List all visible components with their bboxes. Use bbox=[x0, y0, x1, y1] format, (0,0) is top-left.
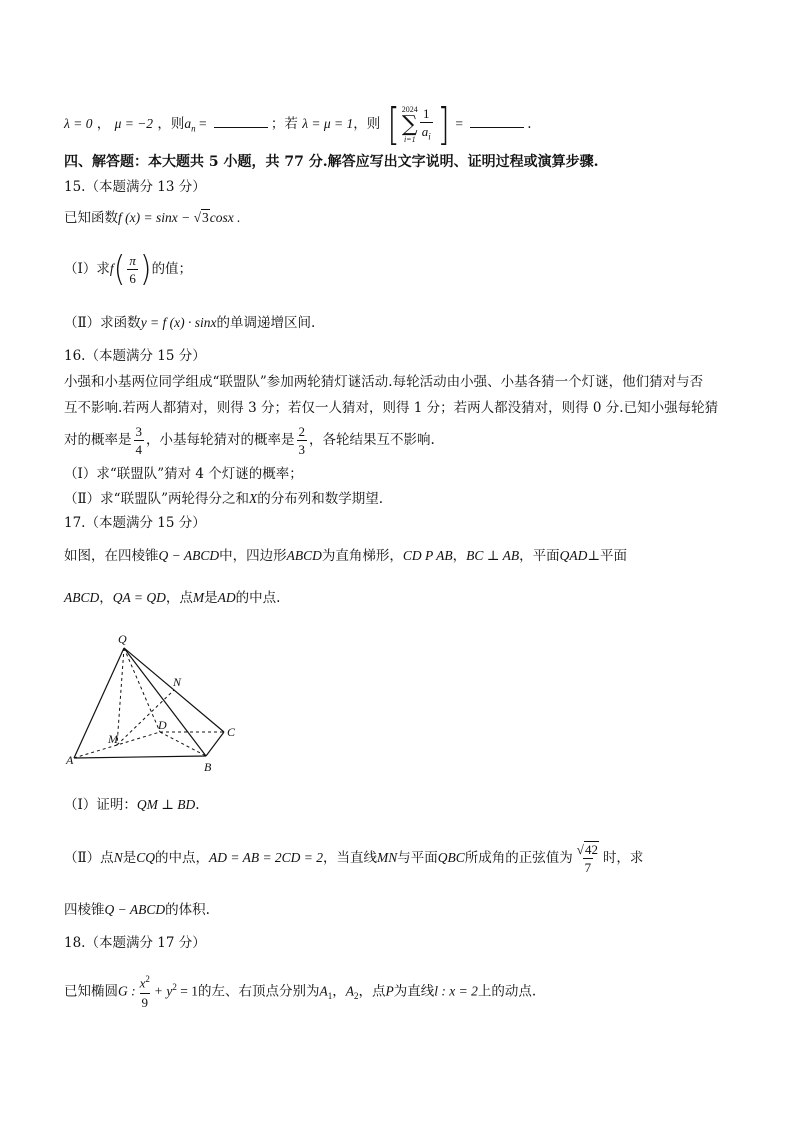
q15-part1: （Ⅰ）求f( $\frac{\pi}{6}$ )的值； bbox=[64, 248, 193, 290]
q18-line1: 已知椭圆G : $\frac{x^2}{9}$ + $y^2 = 1$的左、右顶点分别为$A_1$，$A_2$，点P为直线l : x = 2上的动点. bbox=[64, 974, 537, 1010]
q17-part1: （Ⅰ）证明：QM ⊥ BD. bbox=[64, 797, 200, 813]
fraction-x2-over-9: $\frac{x^2}{9}$ bbox=[139, 974, 150, 1010]
label-C: C bbox=[227, 725, 236, 739]
answer-blank-sum bbox=[470, 113, 524, 128]
q15-label: 15.（本题满分 13 分） bbox=[64, 179, 206, 195]
floor-bracket-right: ] bbox=[437, 98, 450, 150]
fraction-1-over-ai: $\frac{1}{a_i}$ bbox=[421, 106, 431, 142]
q15-part2: （Ⅱ）求函数y = f (x) · sinx的单调递增区间. bbox=[64, 315, 316, 331]
q16-line1: 小强和小基两位同学组成“联盟队”参加两轮猜灯谜活动.每轮活动由小强、小基各猜一个灯谜，他们猜对与否 bbox=[64, 374, 704, 390]
answer-blank-an bbox=[214, 113, 268, 128]
q17-line2: ABCD，QA = QD，点M是AD的中点. bbox=[64, 590, 281, 606]
q17-part2: （Ⅱ）点N是CQ的中点，AD = AB = 2CD = 2，当直线MN与平面QBC所成角的正弦值为 $\frac{√42}{7}$ 时，求 bbox=[64, 842, 644, 875]
q15-given: 已知函数f (x) = sinx − √3cosx . bbox=[64, 210, 241, 226]
q17-line1: 如图，在四棱锥Q − ABCD中，四边形ABCD为直角梯形，CD P AB，BC ⊥ AB，平面QAD⊥平面 bbox=[64, 548, 628, 564]
label-A: A bbox=[66, 753, 74, 767]
floor-bracket-left: [ bbox=[387, 98, 400, 150]
q16-label: 16.（本题满分 15 分） bbox=[64, 348, 206, 364]
pyramid-figure bbox=[60, 628, 250, 776]
section-heading: 四、解答题：本大题共 5 小题，共 77 分.解答应写出文字说明、证明过程或演算步骤. bbox=[64, 154, 599, 170]
edge-BC bbox=[206, 732, 224, 756]
label-M: M bbox=[108, 732, 118, 746]
edge-QD bbox=[124, 648, 160, 732]
q14-tail-line: λ = 0 ， μ = −2 ，则$a_n$ = ；若 λ = μ = 1，则 [ 2024 ∑ i=1 $\frac{1}{a_i}$ ] = . bbox=[64, 98, 532, 150]
q16-line2: 互不影响.若两人都猜对，则得 3 分；若仅一人猜对，则得 1 分；若两人都没猜对，则得 0 分.已知小强每轮猜 bbox=[64, 400, 719, 416]
label-Q: Q bbox=[118, 632, 127, 646]
edge-QB bbox=[124, 648, 206, 756]
label-N: N bbox=[173, 675, 182, 689]
segment-QM bbox=[117, 648, 124, 745]
q16-part2: （Ⅱ）求“联盟队”两轮得分之和X的分布列和数学期望. bbox=[64, 491, 384, 507]
label-D: D bbox=[158, 718, 167, 732]
q17-label: 17.（本题满分 15 分） bbox=[64, 515, 206, 531]
edge-AB bbox=[74, 756, 206, 758]
q16-part1: （Ⅰ）求“联盟队”猜对 4 个灯谜的概率； bbox=[64, 466, 303, 482]
fraction-2-over-3: $\frac{2}{3}$ bbox=[298, 424, 305, 457]
summation: 2024 ∑ i=1 bbox=[401, 104, 418, 144]
q17-part2-cont: 四棱锥Q − ABCD的体积. bbox=[64, 902, 210, 918]
q18-label: 18.（本题满分 17 分） bbox=[64, 935, 206, 951]
fraction-3-over-4: $\frac{3}{4}$ bbox=[135, 424, 142, 457]
q16-line3: 对的概率是 $\frac{3}{4}$ ，小基每轮猜对的概率是 $\frac{2}{3}$ ，各轮结果互不影响. bbox=[64, 424, 435, 457]
segment-DB bbox=[160, 732, 206, 756]
label-B: B bbox=[204, 760, 212, 774]
fraction-sqrt42-over-7: $\frac{√42}{7}$ bbox=[576, 842, 598, 875]
fraction-pi-over-6: $\frac{\pi}{6}$ bbox=[129, 253, 136, 286]
